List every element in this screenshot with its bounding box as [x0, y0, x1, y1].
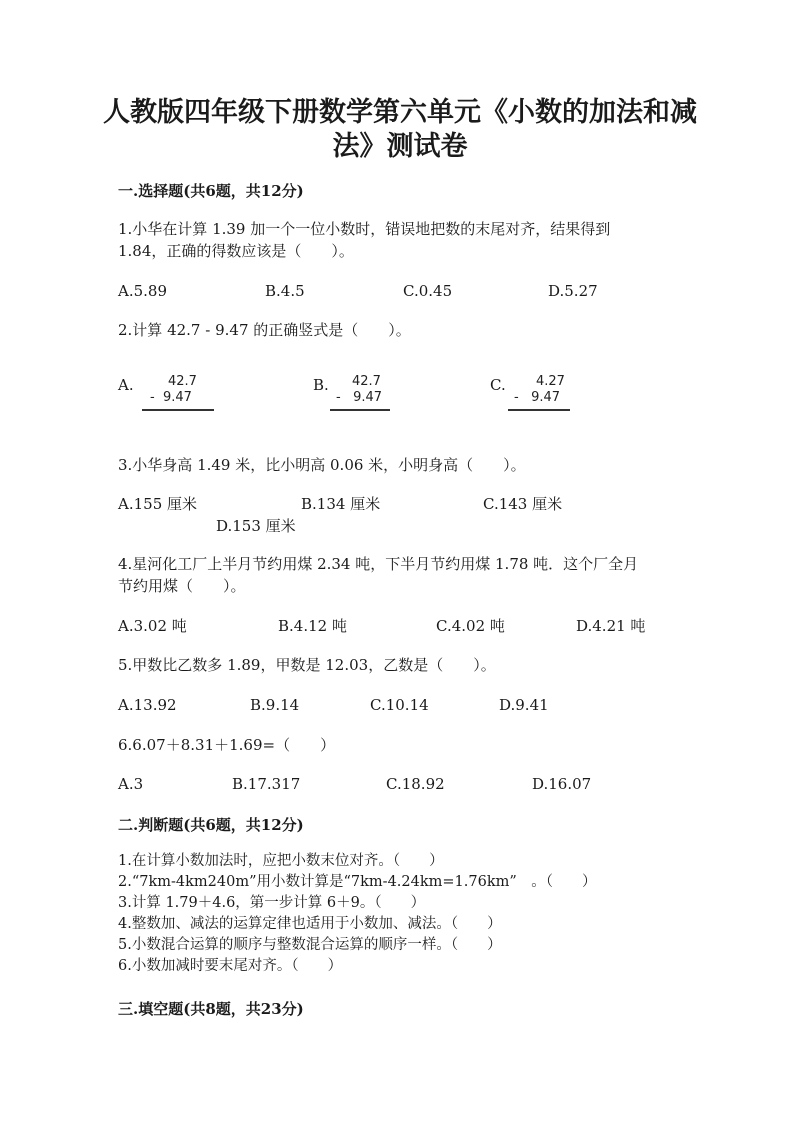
judgement-item-5[interactable]: 5.小数混合运算的顺序与整数混合运算的顺序一样。（ ）	[118, 937, 502, 953]
question-2: 2.计算 42.7 - 9.47 的正确竖式是（ ）。	[118, 321, 411, 339]
q1-option-d[interactable]: D.5.27	[548, 282, 598, 300]
q2-a-top-number: 42.7	[168, 374, 197, 389]
question-5: 5.甲数比乙数多 1.89，甲数是 12.03，乙数是（ ）。	[118, 656, 496, 674]
judgement-item-1[interactable]: 1.在计算小数加法时，应把小数末位对齐。（ ）	[118, 853, 444, 869]
q3-option-b[interactable]: B.134 厘米	[301, 495, 381, 513]
q2-c-underline	[508, 409, 570, 411]
section-heading-choice: 一.选择题(共6题，共12分)	[118, 182, 304, 200]
question-4-line-1: 4.星河化工厂上半月节约用煤 2.34 吨，下半月节约用煤 1.78 吨．这个厂全月	[118, 555, 639, 573]
q5-option-a[interactable]: A.13.92	[118, 696, 177, 714]
q1-option-b[interactable]: B.4.5	[265, 282, 305, 300]
q2-b-bottom-number: - 9.47	[336, 390, 383, 405]
q2-option-c-label[interactable]: C.	[490, 376, 506, 394]
q2-option-b-label[interactable]: B.	[313, 376, 329, 394]
q5-option-d[interactable]: D.9.41	[499, 696, 549, 714]
q2-option-a-label[interactable]: A.	[118, 376, 134, 394]
page-title	[90, 96, 710, 164]
q2-c-top-number: 4.27	[536, 374, 565, 389]
title-line-2: 法》测试卷	[332, 131, 468, 162]
q6-option-c[interactable]: C.18.92	[386, 775, 445, 793]
title-line-1: 人教版四年级下册数学第六单元《小数的加法和减	[103, 97, 697, 128]
q1-option-c[interactable]: C.0.45	[403, 282, 453, 300]
section-heading-judgement: 二.判断题(共6题，共12分)	[118, 816, 304, 834]
q5-option-b[interactable]: B.9.14	[250, 696, 300, 714]
q4-option-d[interactable]: D.4.21 吨	[576, 617, 646, 635]
judgement-item-4[interactable]: 4.整数加、减法的运算定律也适用于小数加、减法。（ ）	[118, 916, 502, 932]
q5-option-c[interactable]: C.10.14	[370, 696, 429, 714]
question-1-line-2: 1.84，正确的得数应该是（ ）。	[118, 242, 354, 260]
question-1-line-1: 1.小华在计算 1.39 加一个一位小数时，错误地把数的末尾对齐，结果得到	[118, 220, 611, 238]
question-4-line-2: 节约用煤（ ）。	[118, 577, 246, 595]
q3-option-a[interactable]: A.155 厘米	[118, 495, 197, 513]
question-4	[118, 553, 688, 597]
q2-b-underline	[330, 409, 390, 411]
q6-option-d[interactable]: D.16.07	[532, 775, 592, 793]
question-6: 6.6.07＋8.31＋1.69=（ ）	[118, 736, 336, 754]
q6-option-b[interactable]: B.17.317	[232, 775, 301, 793]
q2-a-bottom-number: - 9.47	[150, 390, 192, 405]
q4-option-b[interactable]: B.4.12 吨	[278, 617, 347, 635]
section-heading-fill-in: 三.填空题(共8题，共23分)	[118, 1000, 304, 1018]
q3-option-c[interactable]: C.143 厘米	[483, 495, 563, 513]
judgement-item-3[interactable]: 3.计算 1.79＋4.6，第一步计算 6＋9。（ ）	[118, 895, 426, 911]
q3-option-d[interactable]: D.153 厘米	[216, 517, 296, 535]
judgement-item-2[interactable]: 2.“7km-4km240m”用小数计算是“7km-4.24km=1.76km” 。（ ）	[118, 874, 597, 890]
q2-c-bottom-number: - 9.47	[514, 390, 561, 405]
q4-option-a[interactable]: A.3.02 吨	[118, 617, 187, 635]
question-1	[118, 218, 688, 262]
q4-option-c[interactable]: C.4.02 吨	[436, 617, 505, 635]
q2-a-underline	[142, 409, 214, 411]
q6-option-a[interactable]: A.3	[118, 775, 144, 793]
judgement-item-6[interactable]: 6.小数加减时要末尾对齐。（ ）	[118, 958, 343, 974]
q1-option-a[interactable]: A.5.89	[118, 282, 167, 300]
q2-b-top-number: 42.7	[352, 374, 381, 389]
question-3: 3.小华身高 1.49 米，比小明高 0.06 米，小明身高（ ）。	[118, 456, 526, 474]
